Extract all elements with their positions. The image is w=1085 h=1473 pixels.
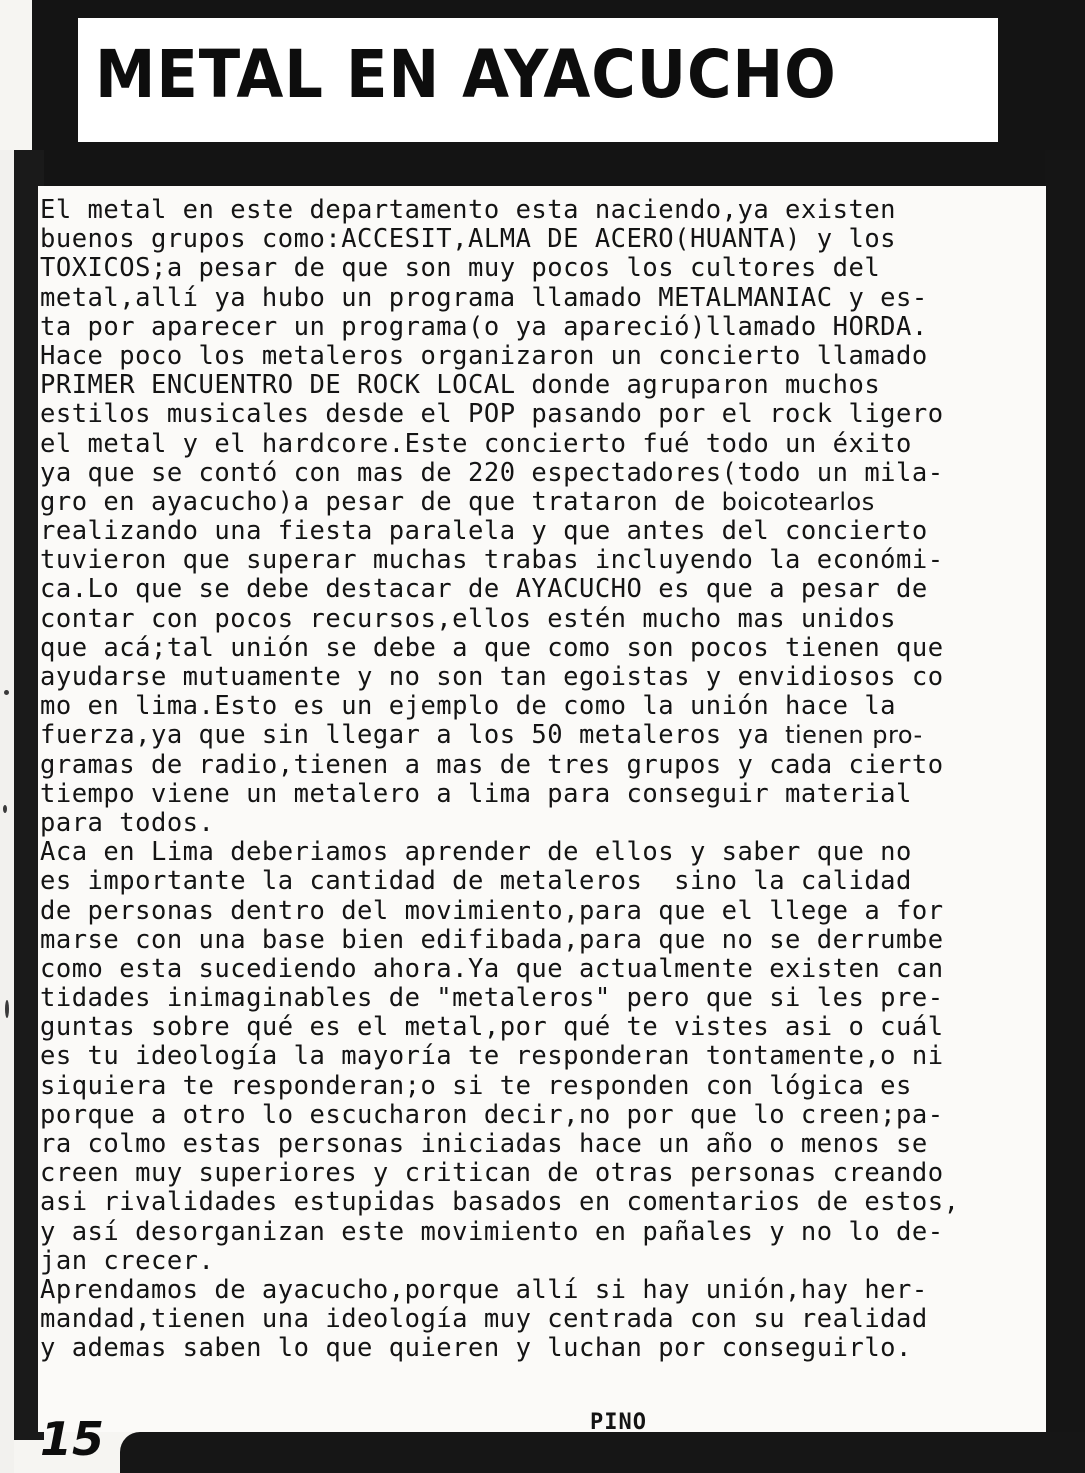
article-line: contar con pocos recursos,ellos estén mucho mas unidos [40, 603, 897, 634]
article-line: ayudarse mutuamente y no son tan egoistas y envidiosos co [40, 662, 944, 692]
article-line: realizando una fiesta paralela y que antes del concierto [40, 516, 928, 547]
article-line: TOXICOS;a pesar de que son muy pocos los cultores del [40, 253, 881, 284]
article-line: asi rivalidades estupidas basados en comentarios de estos, [40, 1187, 960, 1218]
article-line: mandad,tienen una ideología muy centrada con su realidad [40, 1304, 928, 1335]
article-line: buenos grupos como:ACCESIT,ALMA DE ACERO(HUANTA) y los [40, 224, 897, 255]
article-line: porque a otro lo escucharon decir,no por que lo creen;pa- [40, 1099, 944, 1130]
article-line: que acá;tal unión se debe a que como son pocos tienen que [40, 632, 944, 663]
left-margin [0, 150, 14, 1473]
photocopy-speck [3, 805, 7, 813]
article-line: ca.Lo que se debe destacar de AYACUCHO es que a pesar de [40, 574, 928, 605]
page-title: METAL EN AYACUCHO [95, 36, 837, 113]
article-line: es tu ideología la mayoría te responderan tontamente,o ni [40, 1041, 944, 1072]
article-line: guntas sobre qué es el metal,por qué te vistes asi o cuál [40, 1012, 944, 1043]
article-line: gramas de radio,tienen a mas de tres grupos y cada cierto [40, 749, 944, 780]
handwritten-word: tienen pro- [785, 721, 923, 750]
handwritten-word: boicotearlos [721, 487, 875, 516]
article-line-with-handwriting [40, 721, 1045, 750]
article-line-with-handwriting [40, 488, 1045, 517]
page-number: 15 [40, 1412, 105, 1466]
article-line: ra colmo estas personas iniciadas hace un año o menos se [40, 1129, 928, 1159]
article-line: Aprendamos de ayacucho,porque allí si hay unión,hay her- [40, 1274, 928, 1305]
article-line: es importante la cantidad de metaleros sino la calidad [40, 866, 912, 897]
article-line: como esta sucediendo ahora.Ya que actualmente existen can [40, 953, 944, 984]
article-line: y así desorganizan este movimiento en pañales y no lo de- [40, 1216, 944, 1247]
article-line: estilos musicales desde el POP pasando por el rock ligero [40, 399, 944, 430]
article-line: Aca en Lima deberiamos aprender de ellos y saber que no [40, 837, 912, 868]
frame-bottom [120, 1432, 1085, 1473]
article-body [40, 196, 1045, 1364]
article-line: siquiera te responderan;o si te responden con lógica es [40, 1070, 912, 1101]
article-line: marse con una base bien edifibada,para que no se derrumbe [40, 924, 944, 955]
article-line: ya que se contó con mas de 220 espectadores(todo un mila- [40, 457, 944, 488]
article-line-text: gro en ayacucho)a pesar de que trataron de [40, 486, 706, 517]
frame-right [1045, 150, 1085, 1473]
photocopy-speck [5, 1000, 9, 1018]
article-line: jan crecer. [40, 1245, 215, 1276]
article-line: y ademas saben lo que quieren y luchan por conseguirlo. [40, 1333, 912, 1364]
article-line: creen muy superiores y critican de otras personas creando [40, 1158, 944, 1189]
article-line: tuvieron que superar muchas trabas incluyendo la económi- [40, 545, 944, 576]
article-line: tiempo viene un metalero a lima para conseguir material [40, 778, 912, 809]
article-line: PRIMER ENCUENTRO DE ROCK LOCAL donde agruparon muchos [40, 370, 881, 401]
article-line: Hace poco los metaleros organizaron un concierto llamado [40, 340, 928, 371]
article-line-text: fuerza,ya que sin llegar a los 50 metaleros ya [40, 720, 770, 751]
article-line: mo en lima.Esto es un ejemplo de como la unión hace la [40, 691, 897, 722]
article-line: tidades inimaginables de "metaleros" pero que si les pre- [40, 983, 944, 1014]
article-line: El metal en este departamento esta naciendo,ya existen [40, 195, 897, 225]
author-signature: PINO [590, 1410, 647, 1435]
article-line: para todos. [40, 807, 215, 838]
article-line: el metal y el hardcore.Este concierto fué todo un éxito [40, 428, 912, 459]
article-line: metal,allí ya hubo un programa llamado METALMANIAC y es- [40, 282, 928, 313]
photocopy-speck [4, 690, 9, 695]
article-line: ta por aparecer un programa(o ya apareció)llamado HORDA. [40, 311, 928, 342]
article-line: de personas dentro del movimiento,para que el llege a for [40, 895, 944, 926]
